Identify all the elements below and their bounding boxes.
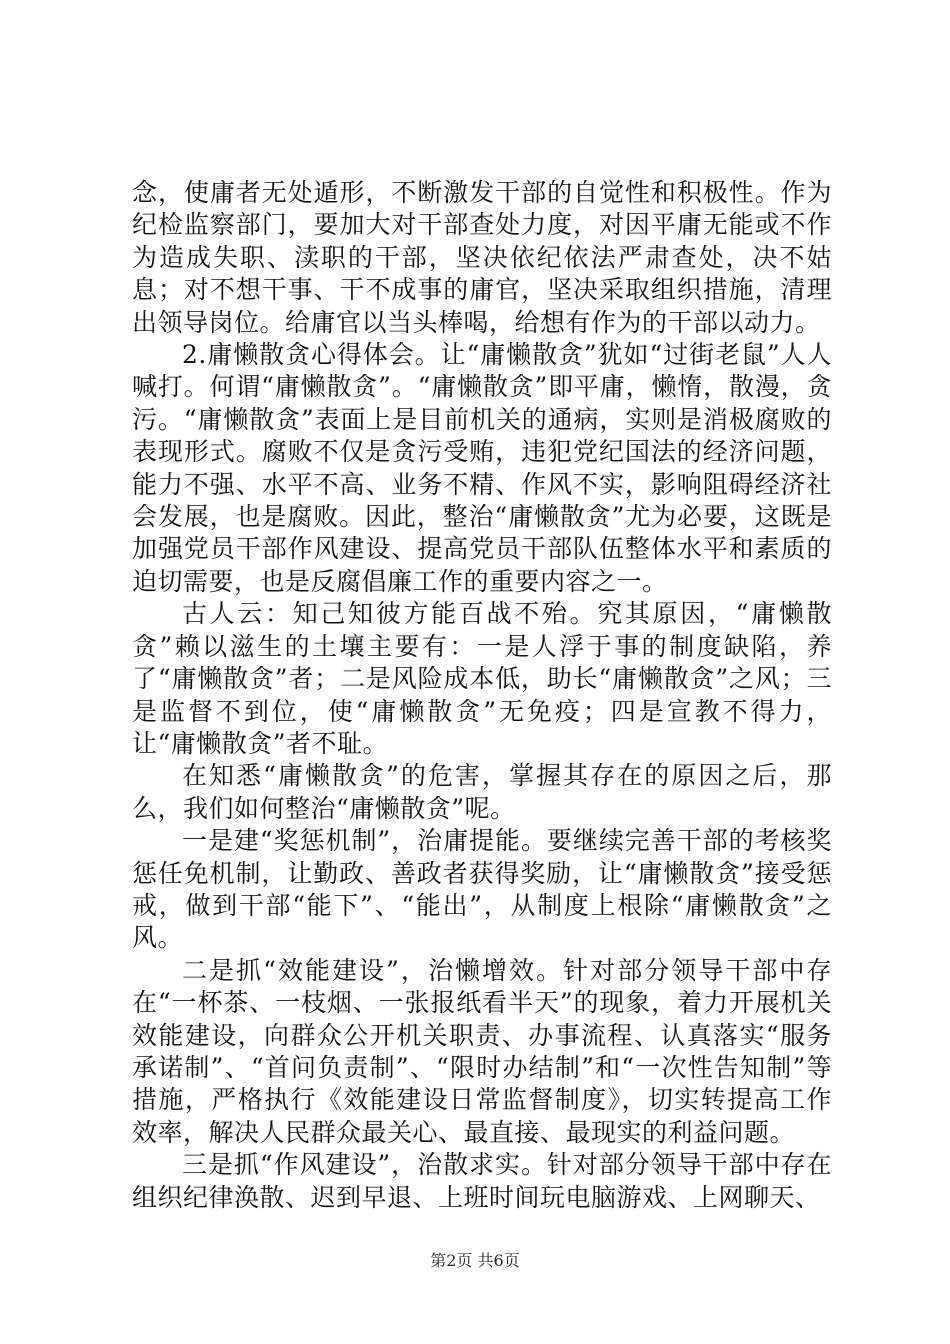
- page-number-footer: 第2页 共6页: [430, 1251, 520, 1270]
- paragraph-6: 二是抓“效能建设”，治懒增效。针对部分领导干部中存在“一杯茶、一枝烟、一张报纸看半天”的现象，着力开展机关效能建设，向群众公开机关职责、办事流程、认真落实“服务承诺制”、“首问负责制”、“限时办结制”和“一次性告知制”等措施，严格执行《效能建设日常监督制度》，切实转提高工作效率，解决人民群众最关心、最直接、最现实的利益问题。: [132, 955, 832, 1147]
- paragraph-4: 在知悉“庸懒散贪”的危害，掌握其存在的原因之后，那么，我们如何整治“庸懒散贪”呢。: [132, 761, 832, 823]
- paragraph-7: 三是抓“作风建设”，治散求实。针对部分领导干部中存在组织纪律涣散、迟到早退、上班时间玩电脑游戏、上网聊天、: [132, 1150, 832, 1212]
- paragraph-2: 2.庸懒散贪心得体会。让“庸懒散贪”犹如“过街老鼠”人人喊打。何谓“庸懒散贪”。“庸懒散贪”即平庸，懒惰，散漫，贪污。“庸懒散贪”表面上是目前机关的通病，实则是消极腐败的表现形式。腐败不仅是贪污受贿，违犯党纪国法的经济问题，能力不强、水平不高、业务不精、作风不实，影响阻碍经济社会发展，也是腐败。因此，整治“庸懒散贪”尤为必要，这既是加强党员干部作风建设、提高党员干部队伍整体水平和素质的迫切需要，也是反腐倡廉工作的重要内容之一。: [132, 340, 832, 596]
- paragraph-1: 念，使庸者无处遁形，不断激发干部的自觉性和积极性。作为纪检监察部门，要加大对干部查处力度，对因平庸无能或不作为造成失职、渎职的干部，坚决依纪依法严肃查处，决不姑息；对不想干事、干不成事的庸官，坚决采取组织措施，清理出领导岗位。给庸官以当头棒喝，给想有作为的干部以动力。: [132, 178, 832, 337]
- paragraph-5: 一是建“奖惩机制”，治庸提能。要继续完善干部的考核奖惩任免机制，让勤政、善政者获得奖励，让“庸懒散贪”接受惩戒，做到干部“能下”、“能出”，从制度上根除“庸懒散贪”之风。: [132, 826, 832, 953]
- paragraph-3: 古人云：知己知彼方能百战不殆。究其原因，“庸懒散贪”赖以滋生的土壤主要有：一是人浮于事的制度缺陷，养了“庸懒散贪”者；二是风险成本低，助长“庸懒散贪”之风；三是监督不到位，使“庸懒散贪”无免疫；四是宣教不得力，让“庸懒散贪”者不耻。: [132, 599, 832, 758]
- document-body: [132, 177, 832, 1214]
